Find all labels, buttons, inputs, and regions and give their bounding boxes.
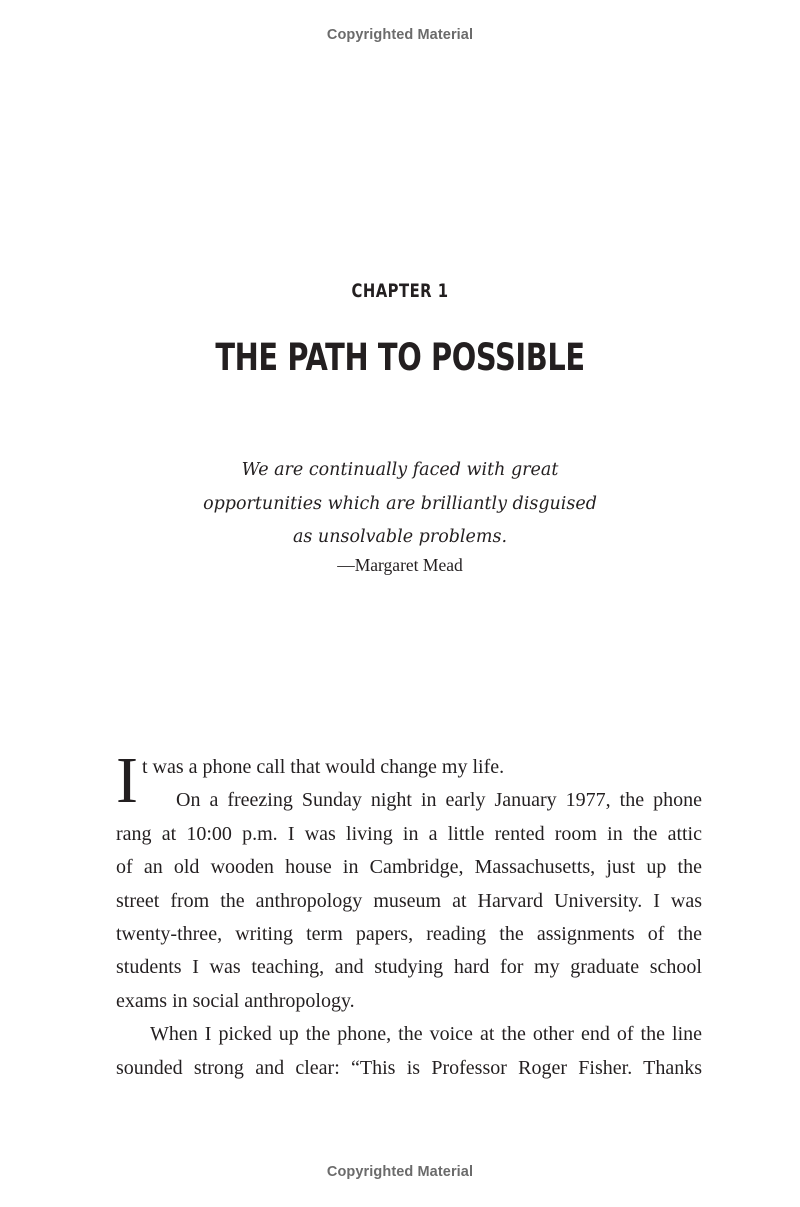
- body-line: of an old wooden house in Cambridge, Massachusetts, just up the: [116, 856, 702, 879]
- body-line: When I picked up the phone, the voice at the other end of the line: [150, 1023, 702, 1046]
- body-line: exams in social anthropology.: [116, 989, 355, 1012]
- epigraph-line: as unsolvable problems.: [292, 527, 508, 547]
- body-line: twenty-three, writing term papers, reading the assignments of the: [116, 922, 702, 945]
- copyright-watermark-top: Copyrighted Material: [326, 27, 474, 43]
- body-line: students I was teaching, and studying hard for my graduate school: [116, 956, 702, 979]
- epigraph-line: opportunities which are brilliantly disguised: [203, 493, 597, 514]
- copyright-watermark-bottom: Copyrighted Material: [326, 1164, 474, 1180]
- body-line: sounded strong and clear: “This is Professor Roger Fisher. Thanks: [116, 1056, 702, 1079]
- body-text: [116, 744, 702, 1085]
- drop-cap: I: [116, 744, 138, 817]
- body-line: rang at 10:00 p.m. I was living in a little rented room in the attic: [116, 822, 702, 845]
- epigraph: [0, 454, 800, 555]
- body-line-text: t was a phone call that would change my life.: [142, 756, 505, 778]
- chapter-label: CHAPTER 1: [351, 280, 449, 302]
- epigraph-attribution: —Margaret Mead: [337, 555, 463, 575]
- chapter-title: THE PATH TO POSSIBLE: [215, 336, 585, 379]
- body-line: street from the anthropology museum at Harvard University. I was: [116, 889, 702, 912]
- body-line: On a freezing Sunday night in early January 1977, the phone: [176, 789, 702, 812]
- epigraph-line: We are continually faced with great: [241, 460, 559, 480]
